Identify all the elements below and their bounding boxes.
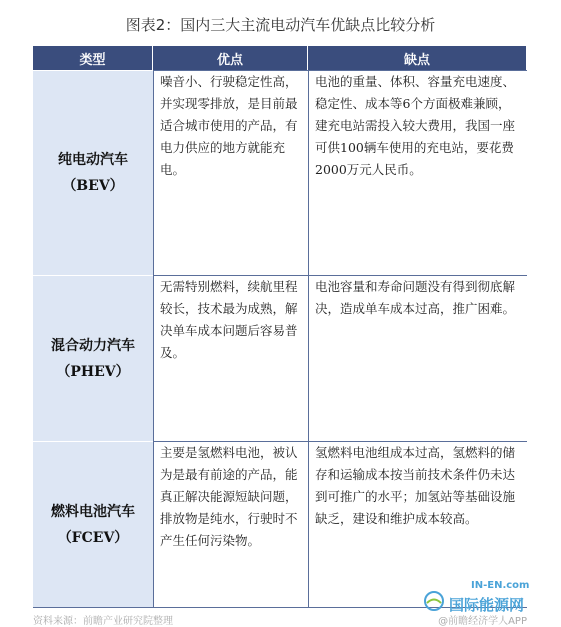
cons-text: 电池的重量、体积、容量充电速度、稳定性、成本等6个方面极难兼顾，建充电站需投入较大费用，我国一座可供100辆车使用的充电站，要花费2000万元人民币。	[315, 74, 516, 177]
type-code: （FCEV）	[57, 530, 129, 546]
type-name: 混合动力汽车	[51, 337, 135, 354]
type-code: （BEV）	[62, 178, 124, 194]
cons-cell-bev	[308, 70, 527, 275]
pros-cell-phev	[153, 275, 308, 441]
pros-text: 主要是氢燃料电池，被认为是最有前途的产品，能真正解决能源短缺问题，排放物是纯水，行驶时不产生任何污染物。	[160, 445, 298, 548]
cons-cell-phev	[308, 275, 527, 441]
cons-text: 电池容量和寿命问题没有得到彻底解决，造成单车成本过高，推广困难。	[315, 279, 516, 316]
footer-app: @前瞻经济学人APP	[438, 616, 527, 627]
header-pros: 优点	[153, 46, 308, 70]
pros-text: 无需特别燃料，续航里程较长，技术最为成熟，解决单车成本问题后容易普及。	[160, 279, 298, 360]
type-cell-phev	[33, 275, 153, 441]
footer-source: 资料来源：前瞻产业研究院整理	[33, 616, 173, 627]
header-type: 类型	[33, 46, 153, 70]
logo-en: IN-EN.com	[471, 580, 530, 591]
watermark-logo	[401, 578, 551, 622]
pros-cell-bev	[153, 70, 308, 275]
header-cons: 缺点	[308, 46, 527, 70]
figure-title: 图表2：国内三大主流电动汽车优缺点比较分析	[125, 16, 436, 34]
type-cell-bev	[33, 70, 153, 275]
logo-cn: 国际能源网	[449, 596, 525, 614]
comparison-table	[33, 46, 530, 608]
pros-cell-fcev	[153, 441, 308, 608]
type-cell-fcev	[33, 441, 153, 608]
globe-icon	[423, 590, 445, 612]
type-code: （PHEV）	[56, 363, 130, 380]
pros-text: 噪音小、行驶稳定性高，并实现零排放，是目前最适合城市使用的产品，有电力供应的地方就能充电。	[160, 74, 298, 177]
type-name: 燃料电池汽车	[51, 504, 135, 520]
type-name: 纯电动汽车	[58, 152, 128, 168]
cons-text: 氢燃料电池组成本过高，氢燃料的储存和运输成本按当前技术条件仍未达到可推广的水平；加氢站等基础设施缺乏，建设和维护成本较高。	[315, 445, 516, 526]
